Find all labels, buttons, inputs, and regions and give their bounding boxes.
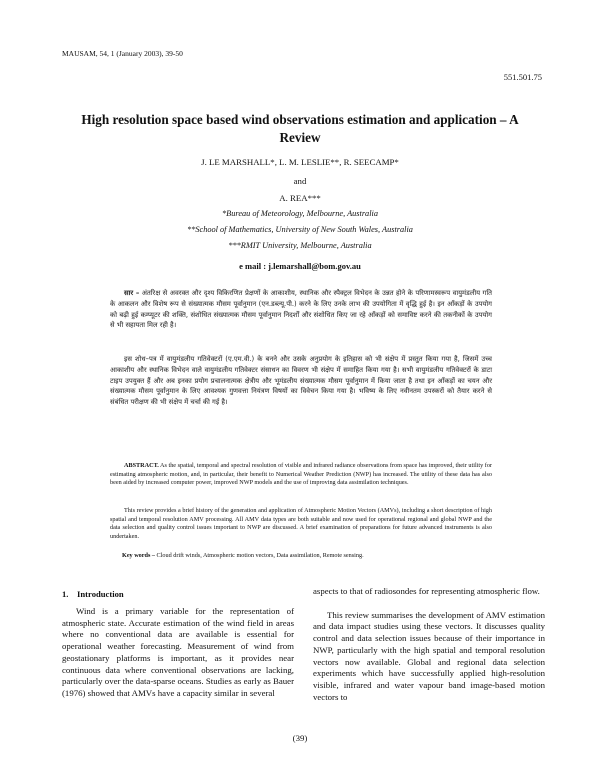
- abstract-text-2: This review provides a brief history of the generation and application of Atmospheric Motion Vectors (AMVs), including a short description of high spatial and temporal resolution AMV processing. All AMV data types are both suitable and now used for operational regional and global NWP and the data selection and quality control issues important to NWP are discussed. A brief examination of preparations for future advanced instruments is also undertaken.: [110, 507, 492, 540]
- body-left-text: Wind is a primary variable for the representation of atmospheric state. Accurate estimation of the wind field in areas where no conventional data are available is essential for operational weather forecasting. Measurement of wind from geostationary platforms is important, as it provides near continuous data where conventional observations are lacking, particularly over the data-sparse oceans. Studies as early as Bauer (1976) showed that AMVs have a capacity similar in several: [62, 606, 294, 698]
- page-number: (39): [292, 733, 308, 743]
- authors-and: and: [293, 176, 307, 186]
- abstract-text-1: As the spatial, temporal and spectral resolution of visible and infrared radiance observations from space has improved, their utility for estimating atmospheric motion, and, in particular, their benefit to Numerical Weather Prediction (NWP) has increased. The utility of these data has also been aided by increased computer power, improved NWP models and the use of improving data assimilation techniques.: [110, 462, 492, 487]
- abstract-para-2: [110, 507, 492, 541]
- body-right-text-2: This review summarises the development of AMV estimation and data impact studies using these vectors. It discusses quality control and data selection issues because of their importance in NWP, particularly with the high spatial and temporal resolution vectors now available. Global and regional data selection experiments which have successfully applied high-resolution visible, infrared and water vapour band image-based motion vectors to: [313, 609, 545, 702]
- hindi-abstract-text-2: इस शोध–पत्र में वायुमंडलीय गतिवेक्टरों (ए.एम.वी.) के बनने और उसके अनुप्रयोग के इतिहास को भी संक्षेप में प्रस्तुत किया गया है, जिसमें उच्च आकाशीय और स्थानिक विभेदन वाले वायुमंडलीय गतिवेक्टर संसाधन का विवरण भी संक्षेप में समाहित किया गया है। सभी वायुमंडलीय गतिवेक्टरों के डाटा टाइप उपयुक्त हैं और अब इनका प्रयोग प्रचालनात्मक क्षेत्रीय और भूमंडलीय संख्यात्मक मौसम पूर्वानुमान में किया जाता है तथा इन आँकड़ों का चयन और संख्यात्मक मौसम पूर्वानुमान के लिए आवश्यक गुणवत्ता नियंत्रण विषयों का विवेचन किया गया है। भविष्य के लिए नवीनतम उपस्करों को तैयार करने से संबंधित परीक्षण की भी संक्षेप में चर्चा की गई है।: [110, 355, 492, 407]
- affiliation-3: ***RMIT University, Melbourne, Australia: [228, 241, 372, 250]
- body-left-column: [62, 606, 294, 700]
- affiliation-2: **School of Mathematics, University of New South Wales, Australia: [187, 225, 413, 234]
- hindi-abstract-label: सार –: [124, 289, 140, 297]
- abstract-para-1: [110, 462, 492, 488]
- section-title: Introduction: [77, 589, 124, 599]
- section-number: 1.: [62, 589, 69, 599]
- body-right-column: [313, 586, 545, 703]
- authors-line-1: J. LE MARSHALL*, L. M. LESLIE**, R. SEECAMP*: [201, 157, 399, 167]
- contact-email: e mail : j.lemarshall@bom.gov.au: [239, 261, 361, 271]
- hindi-abstract-para-2: [110, 354, 492, 408]
- section-heading: [62, 589, 124, 599]
- hindi-abstract-para-1: [110, 288, 492, 331]
- journal-reference: MAUSAM, 54, 1 (January 2003), 39-50: [62, 49, 183, 58]
- paper-title: High resolution space based wind observations estimation and application – A Review: [81, 112, 519, 145]
- affiliation-1: *Bureau of Meteorology, Melbourne, Australia: [222, 209, 378, 218]
- abstract-label: ABSTRACT.: [124, 462, 159, 469]
- keywords-text: Cloud drift winds, Atmospheric motion vectors, Data assimilation, Remote sensing.: [156, 552, 364, 559]
- keywords-label: Key words –: [122, 552, 155, 559]
- keywords: [122, 552, 492, 559]
- body-right-text-1: aspects to that of radiosondes for representing atmospheric flow.: [313, 586, 540, 596]
- udc-number: 551.501.75: [503, 72, 542, 82]
- authors-line-2: A. REA***: [279, 193, 321, 203]
- hindi-abstract-text-1: अंतरिक्ष से अवरक्त और दृश्य विकिरणित प्रेक्षणों के आकाशीय, स्थानिक और स्पैक्ट्रल विभेदन के उन्नत होने के परिणामस्वरूप वायुमंडलीय गति के आकलन और विशेष रूप से संख्यात्मक मौसम पूर्वानुमान (एन.डब्ल्यू.पी.) करने के लिए उनके लाभ की उपयोगिता में वृद्धि हुई है। इन आँकड़ों के उपयोग को बढ़ी हुई कम्प्यूटर की शक्ति, संशोधित संख्यात्मक मौसम पूर्वानुमान निदर्शों और संशोधित किए जा रहे आँकड़ों को समाविष्ट करने की तकनीकों के उपयोग से भी सहायता मिल रही है।: [110, 289, 492, 330]
